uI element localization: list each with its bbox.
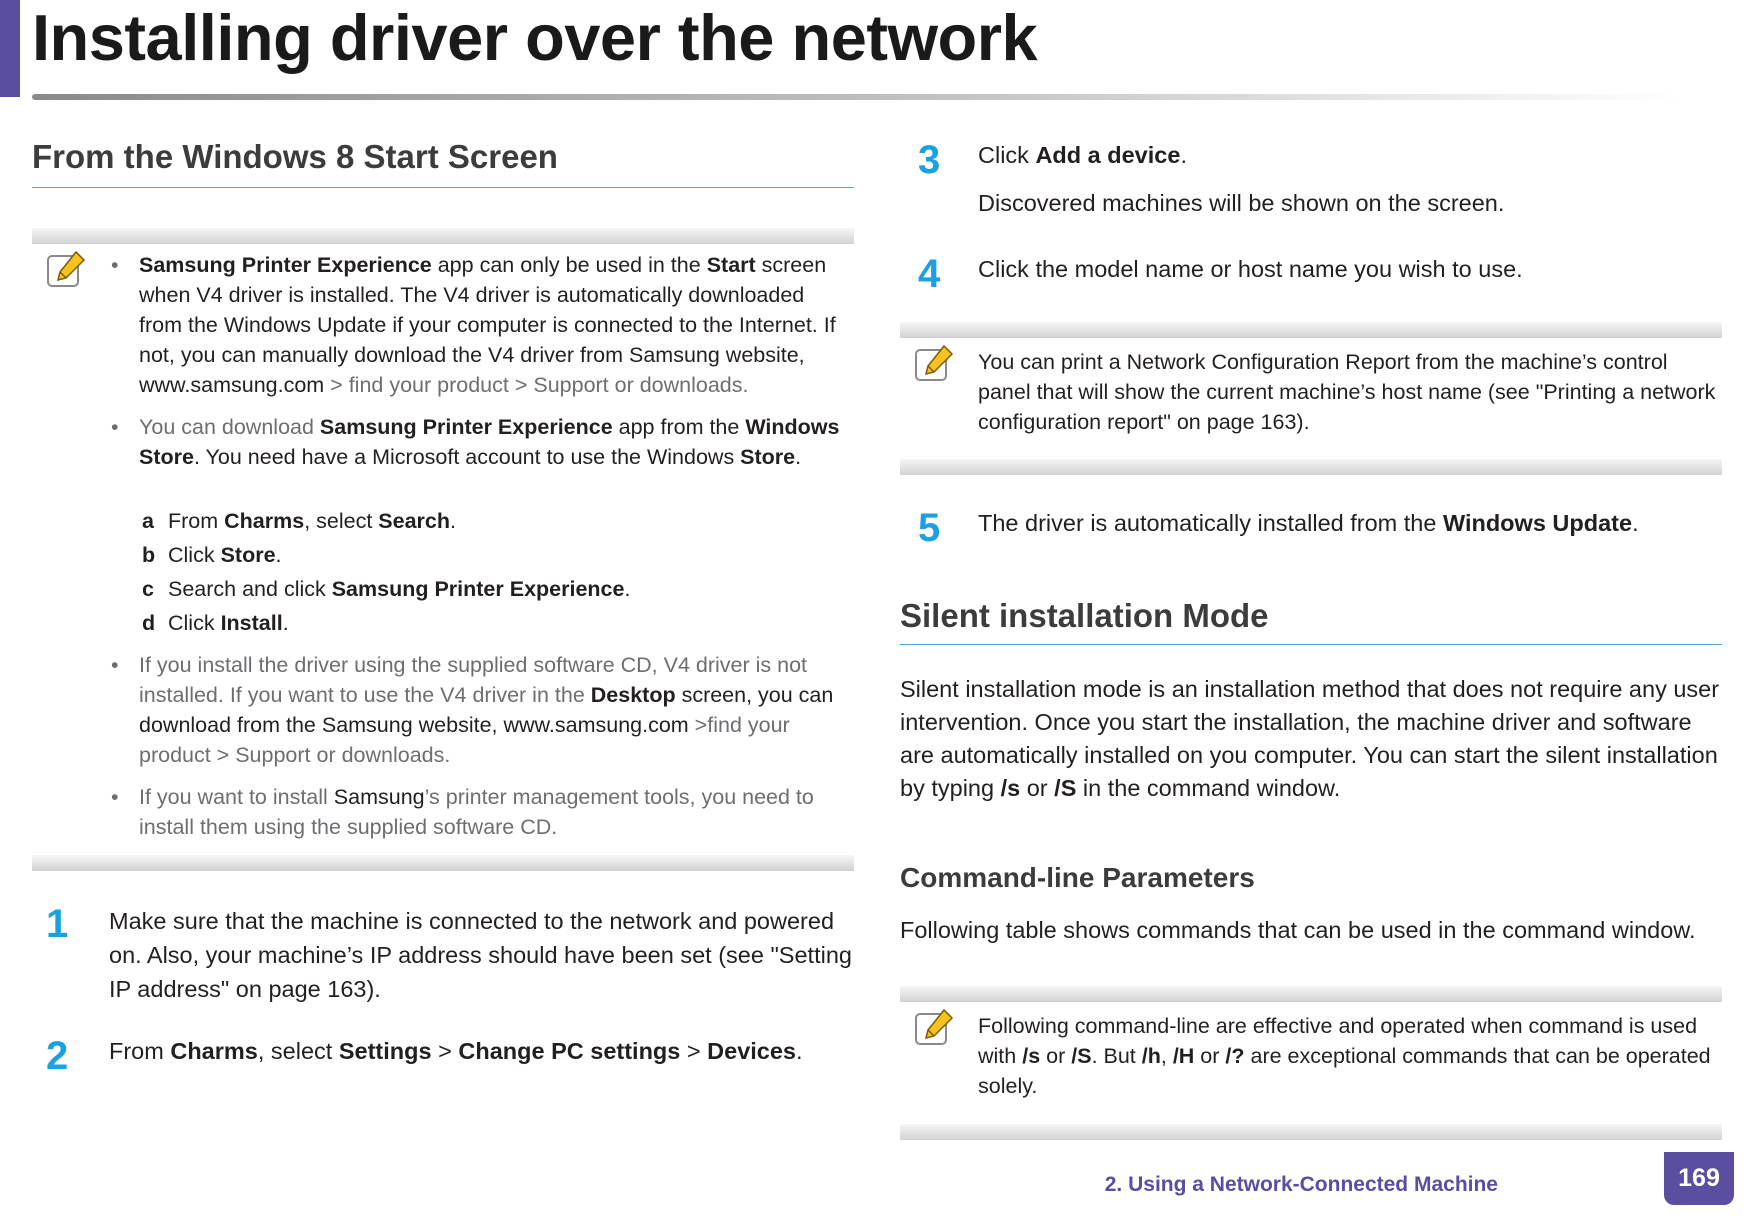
- step-1-number: 1: [46, 902, 69, 946]
- note2-text: You can print a Network Configuration Report from the machine’s control panel that will show the current machine’s host name (see "Printing a network configuration report" on page 163).: [978, 350, 1716, 434]
- section-heading-windows8: From the Windows 8 Start Screen: [32, 138, 558, 175]
- footer-section-title: 2. Using a Network-Connected Machine: [1104, 1173, 1498, 1196]
- page-title: Installing driver over the network: [32, 1, 1038, 74]
- note3-text: Following command-line are effective and operated when command is used with /s or /S. But /h, /H or /? are exceptional commands that can be operated solely.: [978, 1014, 1711, 1098]
- header-accent-bar: [0, 0, 20, 97]
- note3-top-band: [900, 986, 1722, 1002]
- note3-bottom-band: [900, 1124, 1722, 1140]
- step-3-number: 3: [918, 138, 941, 182]
- section-heading-cmdline: Command-line Parameters: [900, 862, 1255, 893]
- step-1-text: Make sure that the machine is connected to the network and powered on. Also, your machine’s IP address should have been set (see "Setting IP address" on page 163).: [109, 908, 852, 1002]
- note-top-band: [32, 228, 854, 244]
- page-number-badge: 169: [1664, 1152, 1734, 1205]
- note-bullet-4: • If you want to install Samsung’s printer management tools, you need to install them using the supplied software CD.: [111, 785, 814, 839]
- note-pencil-icon: [46, 250, 86, 290]
- heading-rule: [900, 644, 1722, 645]
- section-heading-silent: Silent installation Mode: [900, 597, 1269, 634]
- note-bullet-2: • You can download Samsung Printer Experience app from the Windows Store. You need have a Microsoft account to use the Windows Store.: [111, 415, 840, 469]
- note-bullet-1: • Samsung Printer Experience app can only be used in the Start screen when V4 driver is installed. The V4 driver is automatically downloaded from the Windows Update if your computer is connected to the Internet. If not, you can manually download the V4 driver from Samsung website, www.samsung.com > find your product > Support or downloads.: [111, 253, 836, 397]
- step-2-number: 2: [46, 1034, 69, 1078]
- cmdline-intro: Following table shows commands that can be used in the command window.: [900, 917, 1696, 943]
- note-bullet-3: • If you install the driver using the supplied software CD, V4 driver is not installed. If you want to use the V4 driver in the Desktop screen, you can download from the Samsung website, www.samsung.com >find your product > Support or downloads.: [111, 653, 834, 767]
- step-5-text: The driver is automatically installed from the Windows Update.: [978, 510, 1639, 536]
- title-rule: [32, 94, 1682, 100]
- step-3-text: Click Add a device.: [978, 142, 1187, 168]
- note-pencil-icon: [914, 344, 954, 384]
- note-pencil-icon: [914, 1008, 954, 1048]
- note2-top-band: [900, 322, 1722, 338]
- step-2-text: From Charms, select Settings > Change PC settings > Devices.: [109, 1038, 803, 1064]
- silent-paragraph: Silent installation mode is an installation method that does not require any user intervention. Once you start the installation, the machine driver and software are automatically installed on you computer. You can start the silent installation by typing /s or /S in the command window.: [900, 676, 1720, 801]
- step-4-number: 4: [918, 252, 941, 296]
- step-4-text: Click the model name or host name you wish to use.: [978, 256, 1523, 282]
- note2-bottom-band: [900, 459, 1722, 475]
- step-3-subtext: Discovered machines will be shown on the screen.: [978, 190, 1505, 216]
- heading-rule: [32, 187, 854, 188]
- note-bottom-band: [32, 855, 854, 871]
- step-5-number: 5: [918, 506, 941, 550]
